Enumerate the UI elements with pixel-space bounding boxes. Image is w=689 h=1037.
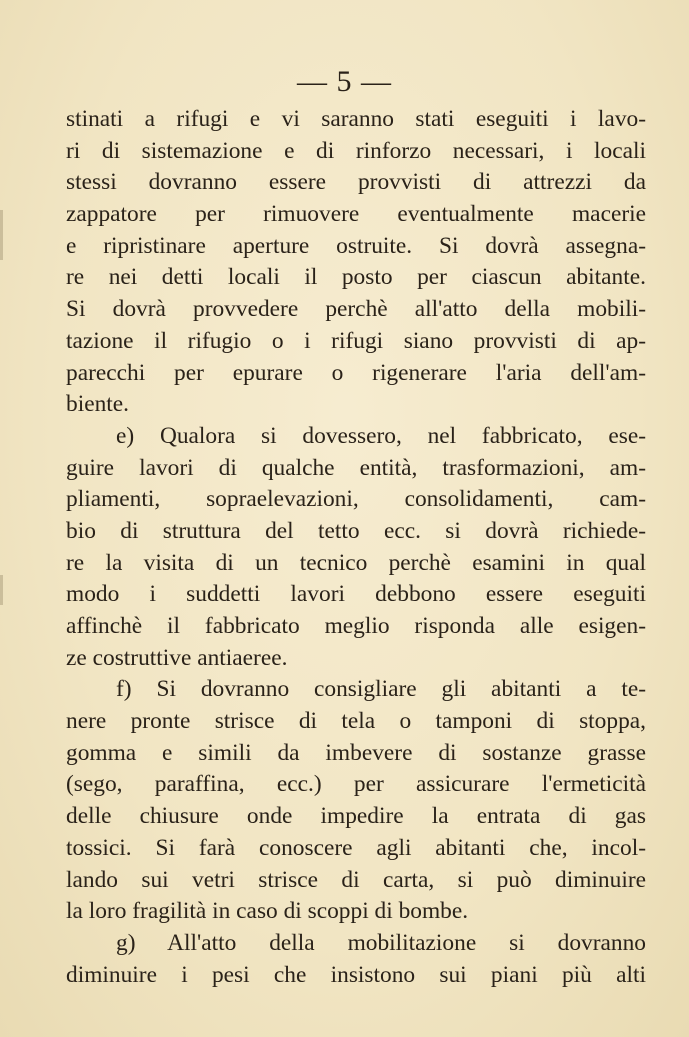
text-line: bio di struttura del tetto ecc. si dovrà richiede- — [66, 517, 646, 544]
text-line: re nei detti locali il posto per ciascun abitante. — [66, 264, 646, 291]
text-line: diminuire i pesi che insistono sui piani più alti — [66, 961, 646, 988]
text-line: g) All'atto della mobilitazione si dovranno — [116, 929, 646, 956]
text-line: tossici. Si farà conoscere agli abitanti che, incol- — [66, 834, 646, 861]
text-line: e ripristinare aperture ostruite. Si dovrà assegna- — [66, 232, 646, 259]
text-line: affinchè il fabbricato meglio risponda alle esigen- — [66, 613, 646, 639]
text-line: delle chiusure onde impedire la entrata di gas — [66, 803, 646, 830]
text-line: biente. — [66, 391, 129, 418]
text-line: e) Qualora si dovessero, nel fabbricato, ese- — [116, 422, 646, 449]
text-line: ri di sistemazione e di rinforzo necessari, i locali — [66, 137, 646, 164]
margin-mark-top — [0, 210, 3, 260]
text-line: modo i suddetti lavori debbono essere eseguiti — [66, 581, 646, 608]
text-line: ze costruttive antiaeree. — [66, 644, 288, 671]
text-line: (sego, paraffina, ecc.) per assicurare l'ermeticità — [66, 771, 646, 798]
margin-mark-bottom — [0, 575, 3, 605]
text-line: zappatore per rimuovere eventualmente macerie — [66, 201, 646, 228]
text-line: parecchi per epurare o rigenerare l'aria dell'am- — [66, 359, 646, 386]
text-line: guire lavori di qualche entità, trasformazioni, am- — [66, 454, 646, 481]
text-line: stessi dovranno essere provvisti di attrezzi da — [66, 169, 646, 196]
text-line: stinati a rifugi e vi saranno stati eseguiti i lavo- — [66, 106, 646, 132]
text-line: gomma e simili da imbevere di sostanze grasse — [66, 739, 646, 766]
text-line: tazione il rifugio o i rifugi siano provvisti di ap- — [66, 327, 646, 354]
body-text — [66, 104, 646, 991]
text-line: nere pronte strisce di tela o tamponi di stoppa, — [66, 708, 646, 735]
text-line: la loro fragilità in caso di scoppi di bombe. — [66, 898, 469, 925]
page-number: — 5 — — [297, 65, 392, 98]
text-line: lando sui vetri strisce di carta, si può diminuire — [66, 866, 646, 893]
text-line: Si dovrà provvedere perchè all'atto della mobili- — [66, 296, 646, 323]
text-line: f) Si dovranno consigliare gli abitanti a te- — [116, 676, 646, 703]
text-line: pliamenti, sopraelevazioni, consolidamenti, cam- — [66, 486, 646, 513]
text-line: re la visita di un tecnico perchè esamini in qual — [66, 549, 646, 576]
